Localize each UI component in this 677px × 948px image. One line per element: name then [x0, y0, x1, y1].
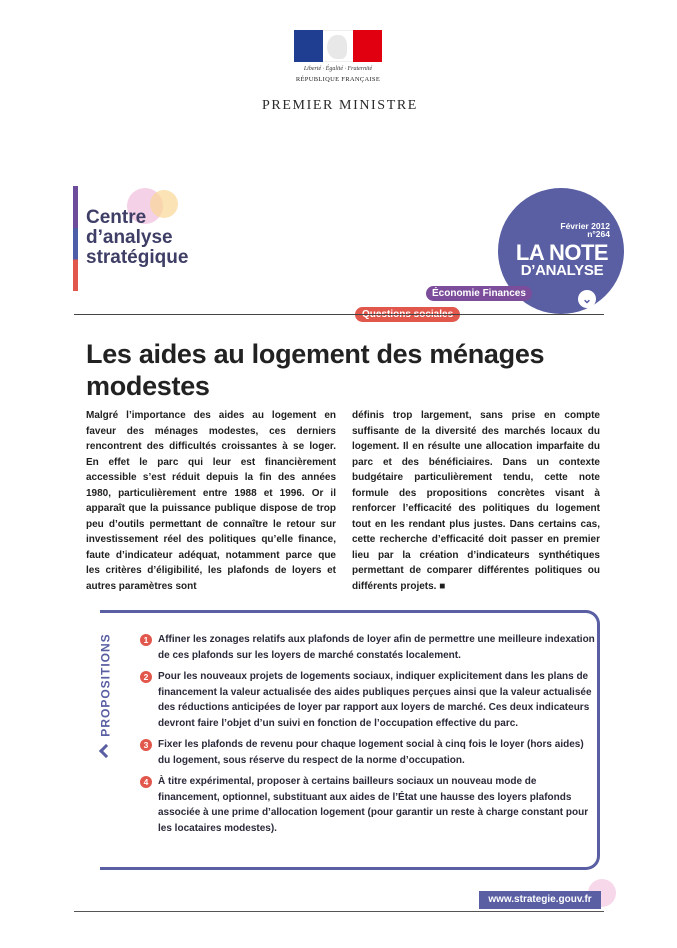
marianne-logo: [293, 30, 383, 88]
propositions-label: [94, 630, 118, 745]
ministry-name: PREMIER MINISTRE: [262, 98, 418, 113]
divider: [74, 314, 604, 315]
page-title: Les aides au logement des ménages modestes: [86, 339, 545, 401]
category-tag-questions-sociales: Questions sociales: [355, 307, 460, 322]
proposition-number: 2: [140, 671, 152, 683]
proposition-item: [140, 669, 595, 731]
proposition-text: Affiner les zonages relatifs aux plafonds de loyer afin de permettre une meilleure indexation de ces plafonds sur les loyers de marché constatés localement.: [158, 634, 595, 661]
issue-date: Février 2012: [560, 221, 610, 231]
proposition-text: Pour les nouveaux projets de logements sociaux, indiquer explicitement dans les plans de financement la valeur actualisée des aides publiques perçues ainsi que la valeur actualisée des réductions anticipées de loyer par rapport aux loyers de marché. Ces deux indicateurs devront faire l’objet d’un suivi en fonction de l’occupation effective du parc.: [158, 671, 592, 729]
badge-title: LA NOTE: [515, 240, 609, 265]
logo-accent-bar: [73, 186, 78, 291]
issue-info: [560, 222, 610, 238]
institution-logo: [86, 208, 188, 268]
republic-motto: Liberté · Égalité · Fraternité: [303, 66, 373, 72]
proposition-text: À titre expérimental, proposer à certains bailleurs sociaux un nouveau mode de financement, optionnel, substituant aux aides de l’État une hausse des loyers plafonds associée à une prime d’allocation logement (pour garantir un reste à charge constant pour les locataires modestes).: [158, 776, 589, 834]
proposition-item: [140, 737, 595, 768]
logo-line: stratégique: [86, 247, 189, 268]
website-link[interactable]: www.strategie.gouv.fr: [479, 891, 601, 909]
badge-subtitle: D’ANALYSE: [520, 262, 604, 279]
proposition-item: [140, 774, 595, 836]
republic-name: RÉPUBLIQUE FRANÇAISE: [295, 76, 381, 83]
chevron-down-icon: ⌄: [578, 290, 596, 308]
category-tag-economie: Économie Finances: [426, 286, 532, 301]
propositions-heading: PROPOSITIONS: [98, 633, 113, 737]
propositions-list: [140, 632, 595, 842]
proposition-text: Fixer les plafonds de revenu pour chaque logement social à cinq fois le loyer (hors aides) du logement, sous réserve du respect de la norme d’occupation.: [158, 739, 584, 766]
logo-line: d’analyse: [86, 227, 173, 248]
divider: [74, 911, 604, 912]
issue-number: n°264: [587, 229, 610, 239]
summary-column-1: Malgré l’importance des aides au logement en faveur des ménages modestes, ces derniers rencontrent des difficultés croissantes à se loger. En effet le parc qui leur est financièrement accessible s’est réduit depuis la fin des années 1980, particulièrement entre 1988 et 1996. Or il apparaît que la puissance publique dispose de trop peu d’outils permettant de connaître le retour sur investissement réel des politiques qu’elle finance, faute d’indicateur adéquat, notamment parce que les critères d’éligibilité, les plafonds de loyers et autres paramètres sont: [86, 410, 336, 592]
proposition-number: 4: [140, 776, 152, 788]
proposition-item: [140, 632, 595, 663]
tricolor-flag-icon: [294, 30, 382, 62]
logo-line: Centre: [86, 207, 147, 228]
summary-column-2: définis trop largement, sans prise en compte suffisante de la diversité des marchés locaux du logement. Il en résulte une allocation imparfaite du parc et des bénéficiaires. Dans un contexte budgétaire particulièrement tendu, cette note formule des propositions concrètes visant à renforcer l’efficacité des politiques du logement tout en les rendant plus justes. Dans certains cas, cette recherche d’efficacité doit passer en premier lieu par la création d’indicateurs synthétiques permettant de comparer différentes politiques ou différents projets. ■: [352, 410, 600, 592]
proposition-number: 1: [140, 634, 152, 646]
proposition-number: 3: [140, 739, 152, 751]
